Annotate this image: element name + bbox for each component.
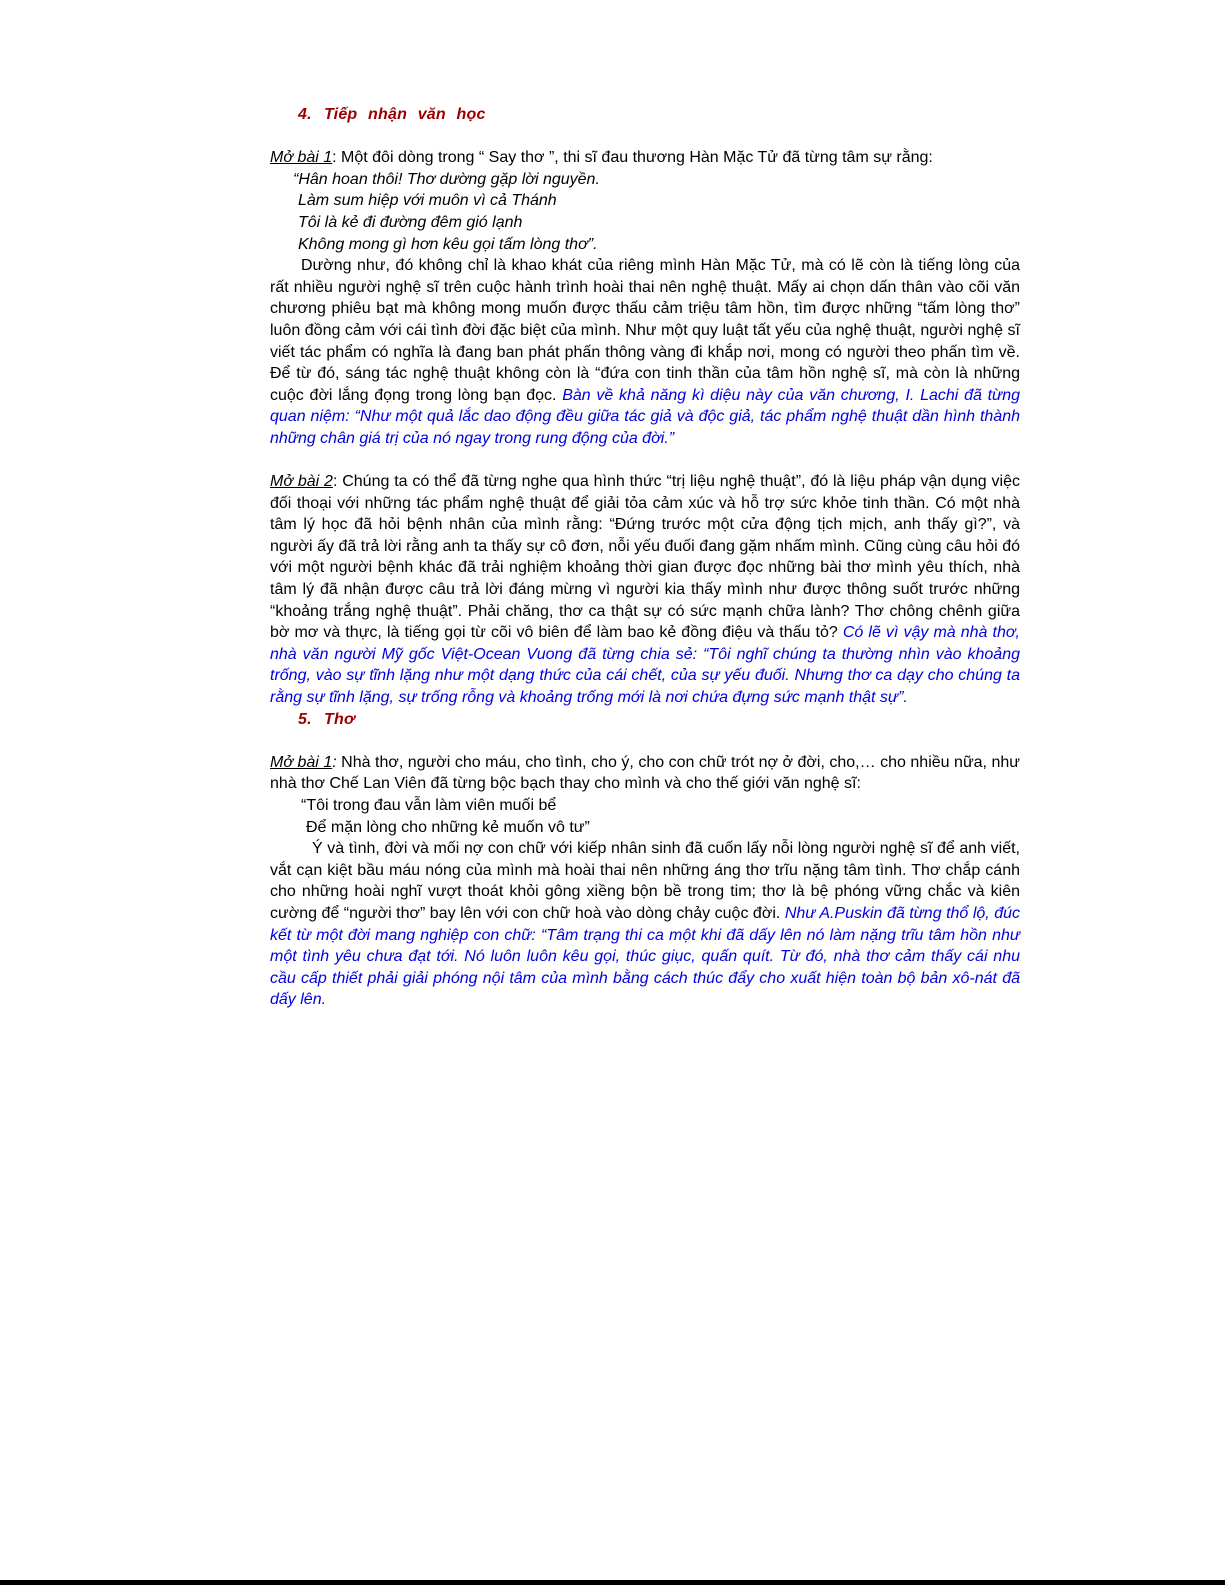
citation-quote: Có lẽ vì vậy mà nhà thơ, nhà văn người Mỹ gốc Việt-Ocean Vuong đã từng chia sẻ: “Tôi nghĩ chúng ta thường nhìn vào khoảng trống, vào sự tĩnh lặng như một dạng thức của cái chết, của sự yếu đuối. Nhưng thơ ca dạy cho chúng ta rằng sự tĩnh lặng, sự trống rỗng và khoảng trống mới là nơi chứa đựng sức mạnh thật sự”. [270, 624, 1020, 707]
section-title: Tiếp nhận văn học [324, 106, 486, 123]
poem-line: Làm sum hiệp với muôn vì cả Thánh [298, 192, 557, 210]
citation-quote: Bàn về khả năng kì diệu này của văn chương, I. Lachi đã từng quan niệm: “Như một quả lắc dao động đều giữa tác giả và độc giả, tác phẩm nghệ thuật dần hình thành những chân giá trị của nó ngay trong rung động của đời.” [270, 386, 1020, 447]
item-intro: Nhà thơ, người cho máu, cho tình, cho ý, cho con chữ trót nợ ở đời, cho,… cho nhiều nữa, như nhà thơ Chế Lan Viên đã từng bộc bạch thay cho mình và cho thế giới văn nghệ sĩ: [270, 753, 1020, 793]
body-text: Ý và tình, đời và mối nợ con chữ với kiếp nhân sinh đã cuốn lấy nỗi lòng người nghệ sĩ để anh viết, vắt cạn kiệt bầu máu nóng của mình mà hoài thai nên những áng thơ trĩu nặng tâm tình. Thơ chắp cánh cho những hoài nghĩ vượt thoát khỏi gông xiềng bộn bề trong tim; thơ là bệ phóng vững chắc và kiên cường để “người thơ” bay lên với con chữ hoà vào dòng chảy cuộc đời. [270, 840, 1020, 922]
poem-line: Không mong gì hơn kêu gọi tấm lòng thơ”. [298, 235, 598, 253]
poem-line: Tôi là kẻ đi đường đêm gió lạnh [298, 213, 523, 231]
intro-paragraph [270, 471, 1020, 709]
section-heading [298, 709, 1020, 731]
poem-quote [270, 169, 1020, 255]
section-title: Thơ [324, 710, 355, 728]
body-paragraph [270, 255, 1020, 449]
item-intro: : Một đôi dòng trong “ Say thơ ”, thi sĩ đau thương Hàn Mặc Tử đã từng tâm sự rằng: [332, 149, 933, 167]
body-text: Dường như, đó không chỉ là khao khát của riêng mình Hàn Mặc Tử, mà có lẽ còn là tiếng lòng của rất nhiều người nghệ sĩ trên cuộc hành trình hoài thai nên nghệ thuật. Mấy ai chọn dấn thân vào cõi văn chương phiêu bạt mà không mong muốn được thấu cảm triệu tâm hồn, tìm được những “tấm lòng thơ” luôn đồng cảm với cái tình đời đặc biệt của mình. Như một quy luật tất yếu của nghệ thuật, người nghệ sĩ viết tác phẩm có nghĩa là đang ban phát phấn thông vàng đi khắp nơi, mong có người theo phấn tìm về. Để từ đó, sáng tác nghệ thuật không còn là “đứa con tinh thần của tâm hồn nghệ sĩ, mà còn là những cuộc đời lắng đọng trong lòng bạn đọc. [270, 257, 1020, 404]
poem-line: “Tôi trong đau vẫn làm viên muối bể [301, 797, 557, 814]
item-label: Mở bài 2 [270, 473, 333, 491]
item-intro: : Chúng ta có thể đã từng nghe qua hình thức “trị liệu nghệ thuật”, đó là liệu pháp vận dụng việc đối thoại với những tác phẩm nghệ thuật để giải tỏa cảm xúc và hỗ trợ sức khỏe tinh thần. Có một nhà tâm lý học đã hỏi bệnh nhân của mình rằng: “Đứng trước một cửa động tịch mịch, anh thấy gì?”, và người ấy đã trả lời rằng anh ta thấy sự cô đơn, nỗi yếu đuối đang gặm nhấm mình. Cũng cùng câu hỏi đó với một người bệnh khác đã trải nghiệm khoảng thời gian được đọc những bài thơ mình yêu thích, nhà tâm lý đã nhận được câu trả lời đáng mừng vì người kia thấy mình như được thông suốt trước những “khoảng trắng nghệ thuật”. Phải chăng, thơ ca thật sự có sức mạnh chữa lành? Thơ chông chênh giữa bờ mơ và thực, là tiếng gọi từ cõi vô biên để làm bao kẻ đồng điệu và thấu tỏ? [270, 473, 1020, 642]
poem-line: Để mặn lòng cho những kẻ muốn vô tư” [306, 818, 590, 836]
item-label: Mở bài 1 [270, 753, 333, 771]
item-label: Mở bài 1 [270, 149, 333, 167]
page-bottom-border [0, 1580, 1225, 1585]
intro-paragraph [270, 147, 1020, 169]
intro-paragraph: Mở bài 1: Nhà thơ, người cho máu, cho tình, cho ý, cho con chữ trót nợ ở đời, cho,… cho nhiều nữa, như nhà thơ Chế Lan Viên đã từng bộc bạch thay cho mình và cho thế giới văn nghệ sĩ: [270, 753, 1020, 793]
document-body [270, 104, 1020, 1011]
section-number: 4. [298, 106, 312, 123]
citation-quote: Như A.Puskin đã từng thổ lộ, đúc kết từ một đời mang nghiệp con chữ: “Tâm trạng thi ca một khi đã dấy lên nó làm nặng trĩu tâm hồn như một tình yêu chưa đạt tới. Nó luôn luôn kêu gọi, thúc giục, quấn quít. Từ đó, nhà thơ cảm thấy cái nhu cầu cấp thiết phải giải phóng nội tâm của mình bằng cách thúc đẩy cho xuất hiện toàn bộ bản xô-nát đã dấy lên. [270, 904, 1021, 1009]
poem-quote [270, 795, 1020, 838]
body-paragraph [270, 838, 1020, 1011]
poem-line: “Hân hoan thôi! Thơ dường gặp lời nguyền. [293, 170, 600, 188]
section-number: 5. [298, 710, 312, 728]
section-heading [298, 104, 1020, 126]
